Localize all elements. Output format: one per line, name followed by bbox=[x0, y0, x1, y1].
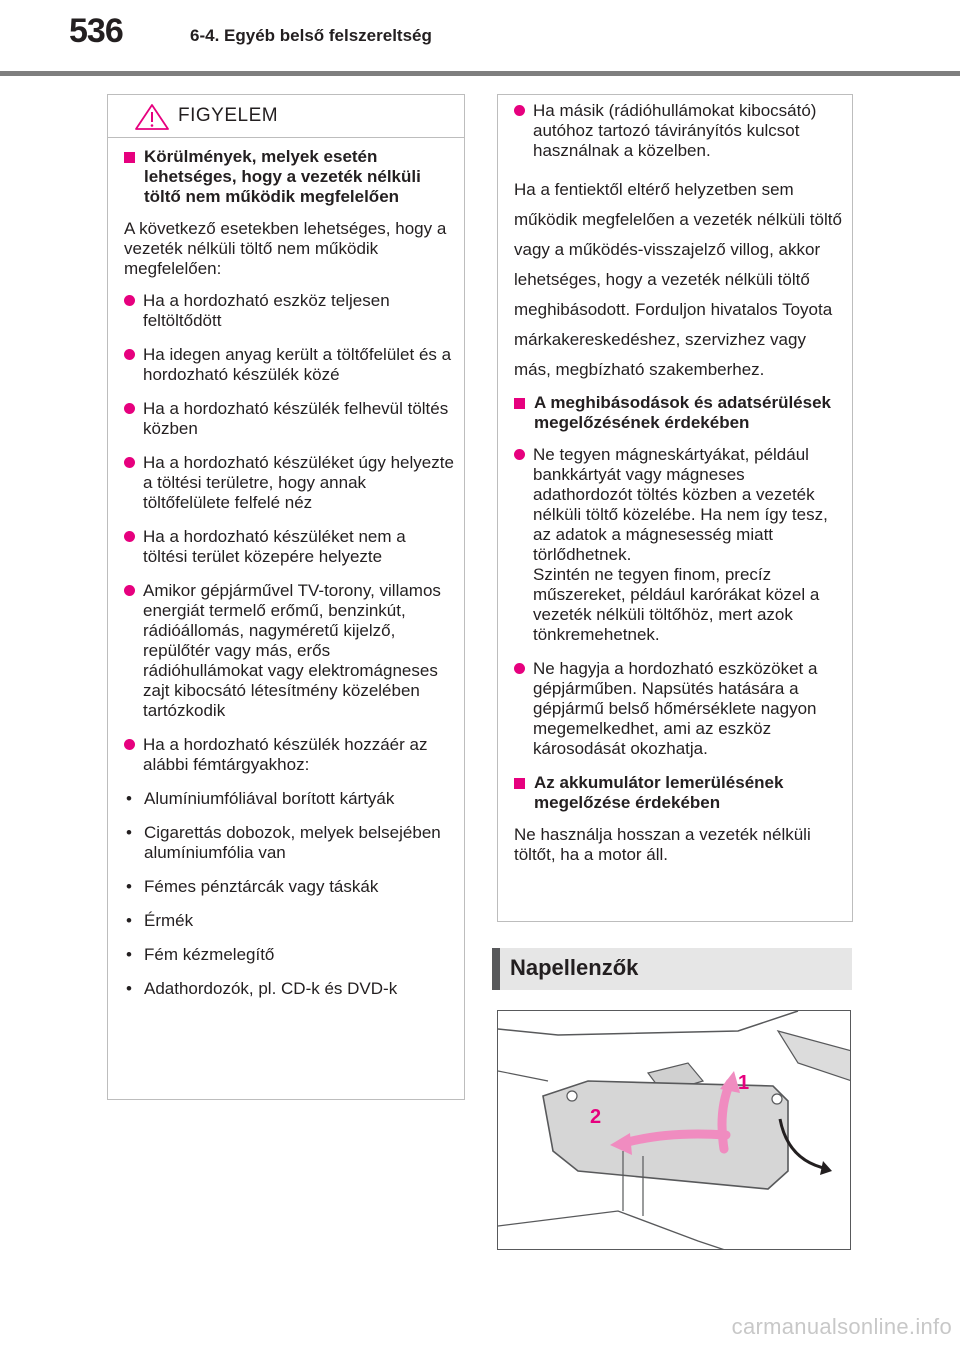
list-item: Ne tegyen mágneskártyákat, például bankkártyát vagy mágneses adathordozót töltés közben a vezeték nélküli töltő közelébe. Ha nem így tesz, az adatok a mágnesesség miatt törlődhetnek. Szintén ne tegyen finom, precíz műszereket, például karórákat közel a vezeték nélküli töltőhöz, mert azok tönkremehetnek. bbox=[514, 445, 842, 645]
dot-bullet-icon bbox=[514, 663, 525, 674]
warning-triangle-icon bbox=[134, 103, 170, 131]
mirror-housing bbox=[778, 1031, 851, 1081]
warning-content bbox=[124, 147, 454, 1013]
section-heading bbox=[492, 948, 852, 990]
subheading: A meghibásodások és adatsérülések megelőzésének érdekében bbox=[514, 393, 842, 433]
list-item: Ha a hordozható készülék hozzáér az alábbi fémtárgyakhoz: bbox=[124, 735, 454, 775]
visor-clip bbox=[567, 1091, 577, 1101]
dot-bullet-icon bbox=[124, 295, 135, 306]
paragraph: Ha a fentiektől eltérő helyzetben sem működik megfelelően a vezeték nélküli töltő vagy a működés-visszajelző villog, akkor lehetséges, hogy a vezeték nélküli töltő meghibásodott. Forduljon hivatalos Toyota márkakereskedéshez, szervizhez vagy más, megbízható szakemberhez. bbox=[514, 180, 842, 379]
bullet-item: • Alumíniumfóliával borított kártyák bbox=[126, 789, 395, 808]
bullet-item: • Érmék bbox=[126, 911, 194, 930]
list-item: Ne hagyja a hordozható eszközöket a gépjárműben. Napsütés hatására a gépjármű belső hőmérséklete nagyon megemelkedhet, ami az eszköz károsodását okozhatja. bbox=[514, 659, 842, 759]
visor-clip bbox=[772, 1094, 782, 1104]
warning-box bbox=[107, 94, 465, 1100]
sun-visor-illustration bbox=[498, 1011, 851, 1250]
page-number: 536 bbox=[69, 12, 123, 50]
warning-box-continued bbox=[497, 94, 853, 922]
warning-header bbox=[108, 95, 464, 138]
section-title: 6-4. Egyéb belső felszereltség bbox=[190, 26, 432, 45]
square-bullet-icon bbox=[124, 152, 135, 163]
footer-watermark: carmanualsonline.info bbox=[731, 1314, 952, 1339]
figure-label-2: 2 bbox=[590, 1106, 602, 1128]
windshield-line bbox=[498, 1211, 728, 1250]
warning-intro: A következő esetekben lehetséges, hogy a vezeték nélküli töltő nem működik megfelelően: bbox=[124, 219, 447, 278]
figure-label-1: 1 bbox=[738, 1072, 750, 1094]
warning-subheading: Körülmények, melyek esetén lehetséges, hogy a vezeték nélküli töltő nem működik megfelelően bbox=[124, 147, 454, 207]
dot-bullet-icon bbox=[514, 105, 525, 116]
list-item: Ha a hordozható készüléket nem a töltési terület közepére helyezte bbox=[124, 527, 454, 567]
warning-title: FIGYELEM bbox=[178, 105, 279, 126]
list-item: Ha a hordozható készülék felhevül töltés közben bbox=[124, 399, 454, 439]
list-item: Ha idegen anyag került a töltőfelület és a hordozható készülék közé bbox=[124, 345, 454, 385]
list-item: Amikor gépjárművel TV-torony, villamos energiát termelő erőmű, benzinkút, rádióállomás, nagyméretű kijelző, repülőtér vagy más, erős rádióhullámokat vagy elektromágneses zajt kibocsátó létesítmény közelében tartózkodik bbox=[124, 581, 454, 721]
square-bullet-icon bbox=[514, 778, 525, 789]
bullet-item: • Cigarettás dobozok, melyek belsejében alumíniumfólia van bbox=[126, 823, 441, 862]
section-heading-text: Napellenzők bbox=[510, 955, 639, 980]
dot-bullet-icon bbox=[124, 585, 135, 596]
bullet-item: • Fémes pénztárcák vagy táskák bbox=[126, 877, 379, 896]
roof-edge bbox=[498, 1071, 548, 1081]
list-item: Ha a hordozható készüléket úgy helyezte a töltési területre, hogy annak töltőfelülete felfelé néz bbox=[124, 453, 454, 513]
bullet-item: • Adathordozók, pl. CD-k és DVD-k bbox=[126, 979, 398, 998]
arrow-head-icon bbox=[820, 1161, 832, 1175]
dot-bullet-icon bbox=[124, 403, 135, 414]
bullet-item: • Fém kézmelegítő bbox=[126, 945, 275, 964]
continued-content bbox=[514, 101, 842, 877]
roof-line bbox=[498, 1011, 798, 1035]
dot-bullet-icon bbox=[124, 457, 135, 468]
dot-bullet-icon bbox=[124, 349, 135, 360]
dot-bullet-icon bbox=[124, 739, 135, 750]
dot-bullet-icon bbox=[124, 531, 135, 542]
subheading: Az akkumulátor lemerülésének megelőzése érdekében bbox=[514, 773, 842, 813]
paragraph: Ne használja hosszan a vezeték nélküli töltőt, ha a motor áll. bbox=[514, 825, 811, 864]
list-item: Ha a hordozható eszköz teljesen feltöltődött bbox=[124, 291, 454, 331]
list-item: Ha másik (rádióhullámokat kibocsátó) autóhoz tartozó távirányítós kulcsot használnak a közelben. bbox=[514, 101, 842, 161]
header-rule bbox=[0, 71, 960, 76]
square-bullet-icon bbox=[514, 398, 525, 409]
dot-bullet-icon bbox=[514, 449, 525, 460]
sun-visor-figure bbox=[497, 1010, 851, 1250]
